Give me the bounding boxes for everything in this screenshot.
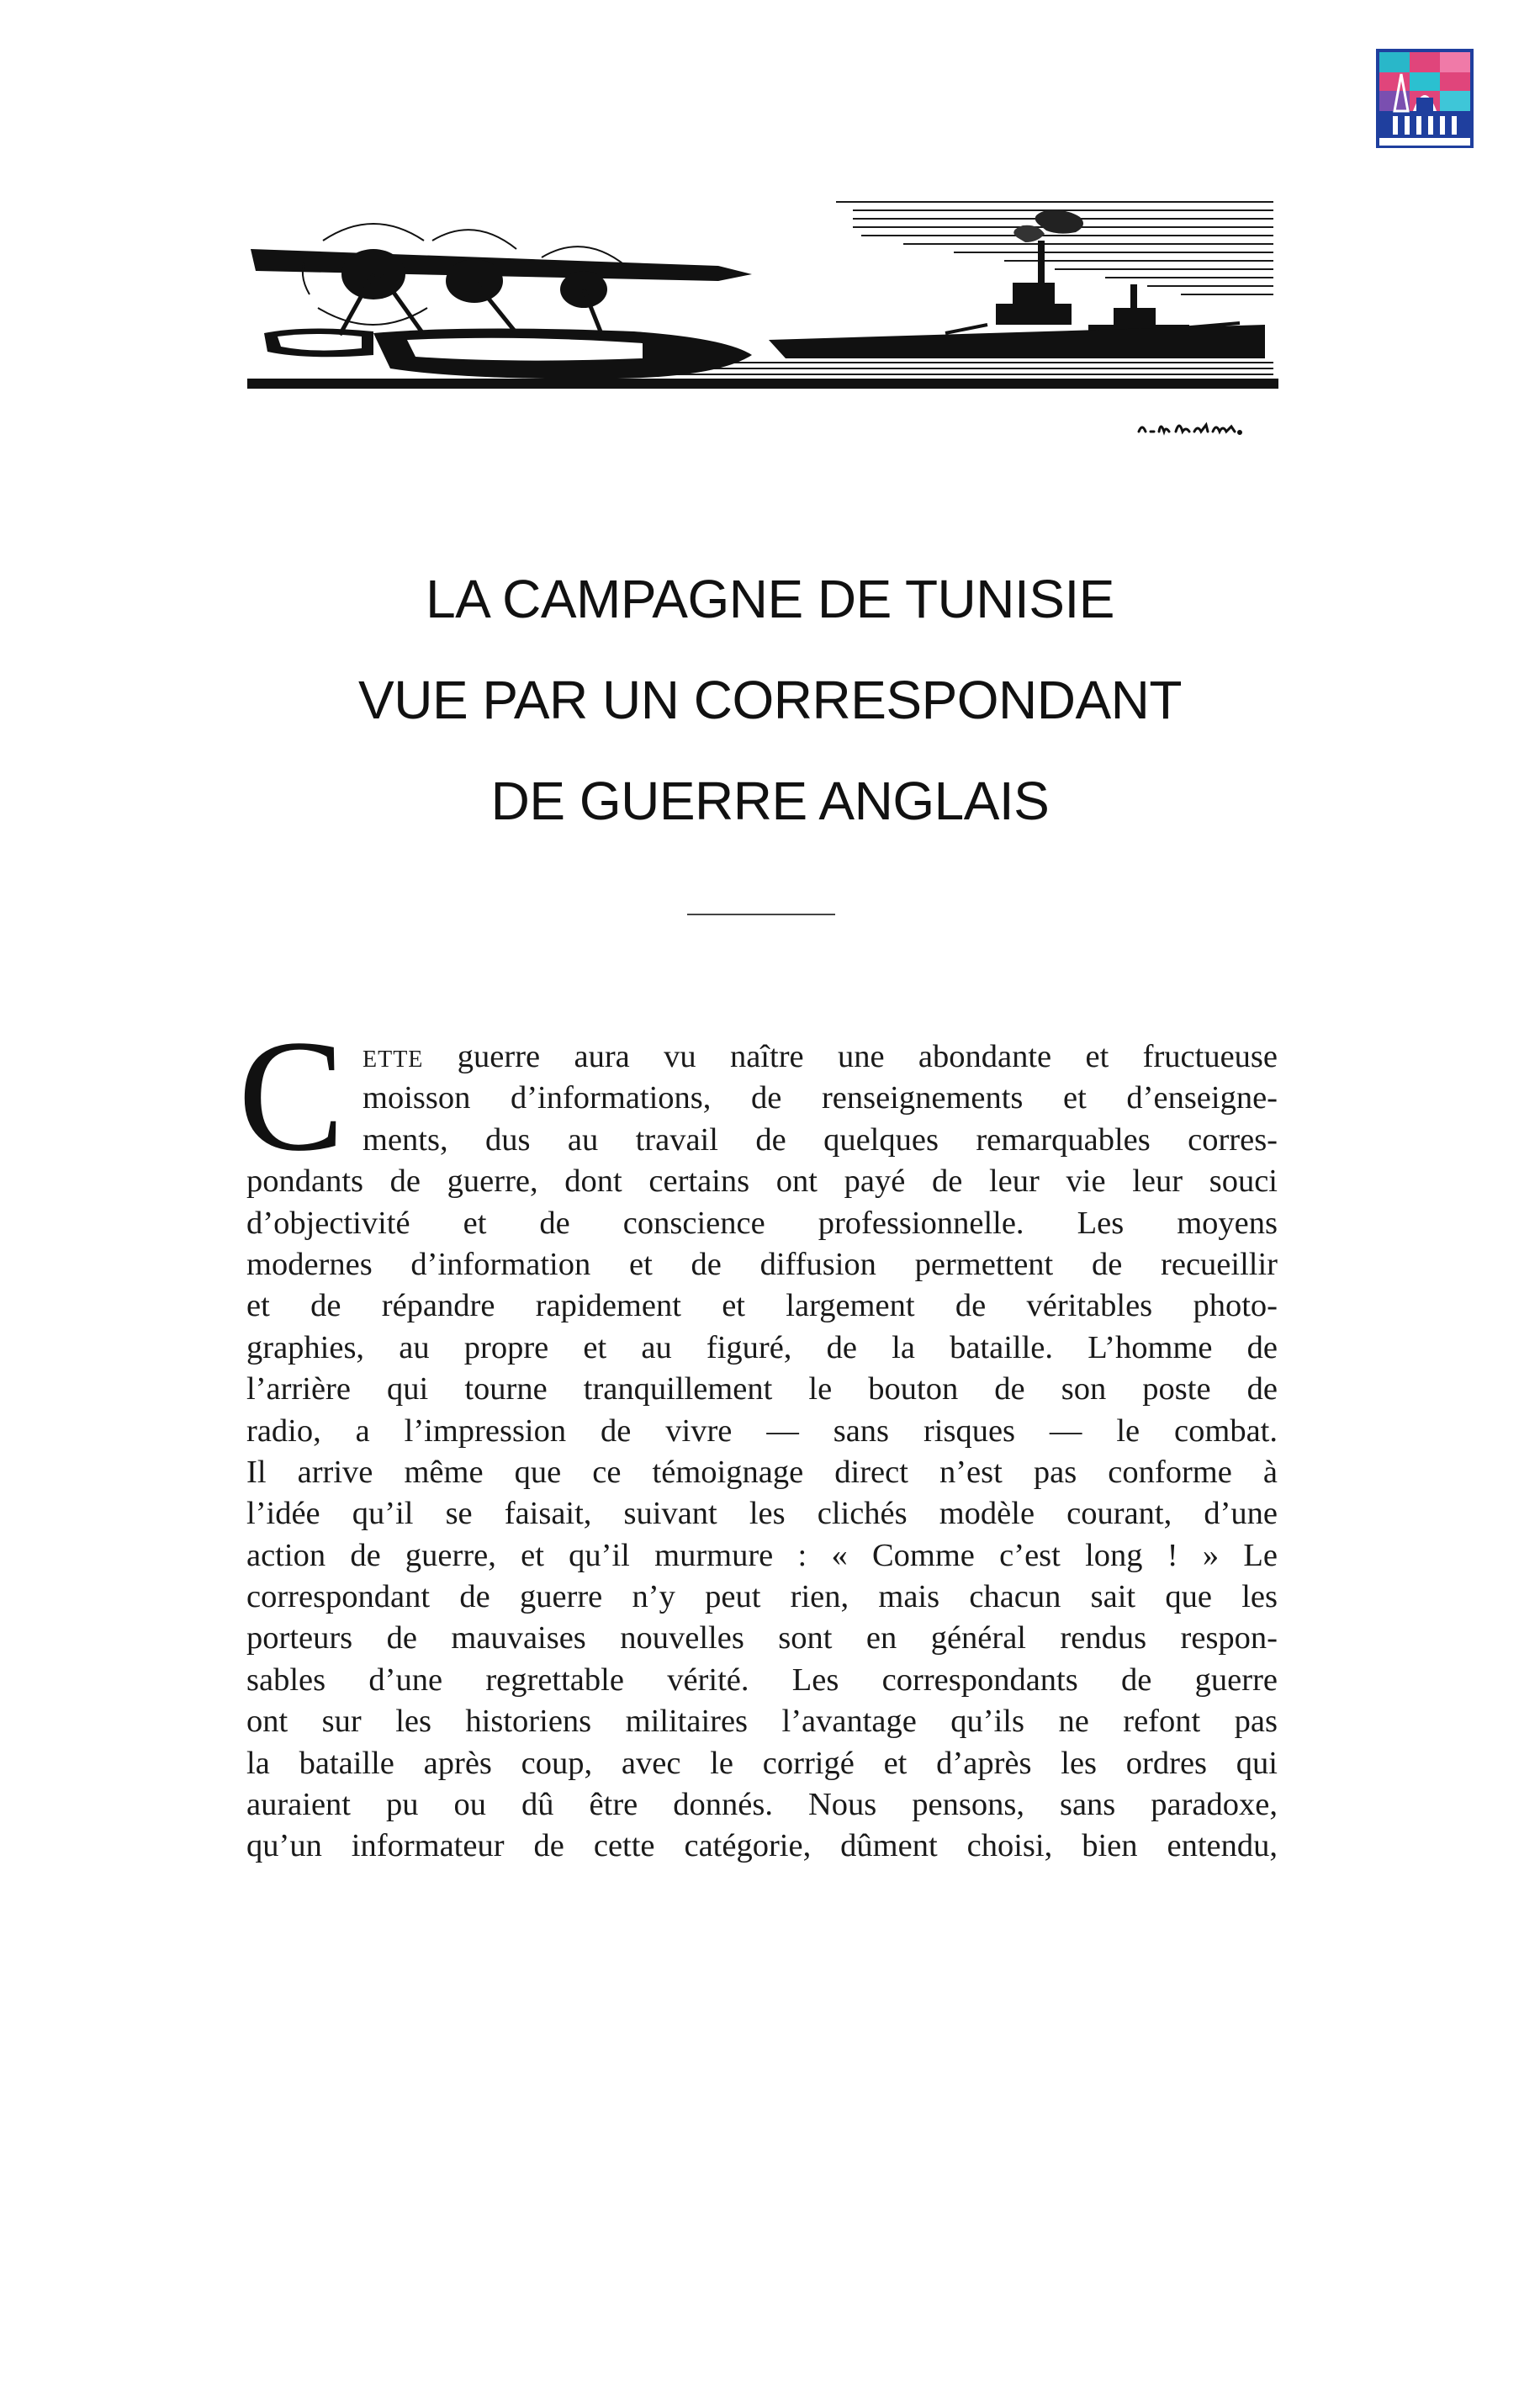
- article-title-line-3: DE GUERRE ANGLAIS: [490, 771, 1050, 831]
- article-line: graphies, au propre et au figuré, de la bataille. L’homme de: [246, 1329, 1278, 1365]
- article-line: qu’un informateur de cette catégorie, dûment choisi, bien entendu,: [246, 1828, 1278, 1864]
- artist-signature: [1135, 418, 1245, 438]
- article-line: pondants de guerre, dont certains ont payé de leur vie leur souci: [246, 1163, 1278, 1200]
- article-line: l’arrière qui tourne tranquillement le bouton de son poste de: [246, 1371, 1278, 1407]
- title-separator-rule: [687, 914, 835, 915]
- small-caps-word: ETTE: [363, 1047, 424, 1073]
- article-line: ont sur les historiens militaires l’avantage qu’ils ne refont pas: [246, 1704, 1278, 1740]
- article-line: action de guerre, et qu’il murmure : « Comme c’est long ! » Le: [246, 1537, 1278, 1573]
- article-line: Il arrive même que ce témoignage direct n’est pas conforme à: [246, 1454, 1278, 1490]
- article-line: et de répandre rapidement et largement de véritables photo-: [246, 1288, 1278, 1324]
- article-line: radio, a l’impression de vivre — sans risques — le combat.: [246, 1412, 1278, 1449]
- article-line: modernes d’information et de diffusion permettent de recueillir: [246, 1246, 1278, 1282]
- first-line-text: guerre aura vu naître une abondante et fructueuse: [457, 1039, 1278, 1074]
- article-line: sables d’une regrettable vérité. Les correspondants de guerre: [246, 1662, 1278, 1698]
- article-body: [238, 1008, 1278, 1868]
- article-line: auraient pu ou dû être donnés. Nous pensons, sans paradoxe,: [246, 1787, 1278, 1823]
- seaplane-warship-illustration: [247, 190, 1278, 409]
- archive-logo: [1376, 49, 1474, 148]
- article-title-line-1: LA CAMPAGNE DE TUNISIE: [426, 569, 1114, 629]
- article-line: l’idée qu’il se faisait, suivant les clichés modèle courant, d’une: [246, 1496, 1278, 1532]
- article-line: la bataille après coup, avec le corrigé et d’après les ordres qui: [246, 1745, 1278, 1781]
- article-line: [246, 1036, 1278, 1078]
- drop-cap: C: [238, 1008, 345, 1185]
- article-line: ments, dus au travail de quelques remarquables corres-: [363, 1121, 1278, 1158]
- article-title-line-2: VUE PAR UN CORRESPONDANT: [358, 670, 1182, 730]
- article-line: porteurs de mauvaises nouvelles sont en général rendus respon-: [246, 1620, 1278, 1656]
- article-line: moisson d’informations, de renseignements et d’enseigne-: [363, 1080, 1278, 1116]
- article-line: d’objectivité et de conscience professionnelle. Les moyens: [246, 1205, 1278, 1241]
- article-line: correspondant de guerre n’y peut rien, mais chacun sait que les: [246, 1579, 1278, 1615]
